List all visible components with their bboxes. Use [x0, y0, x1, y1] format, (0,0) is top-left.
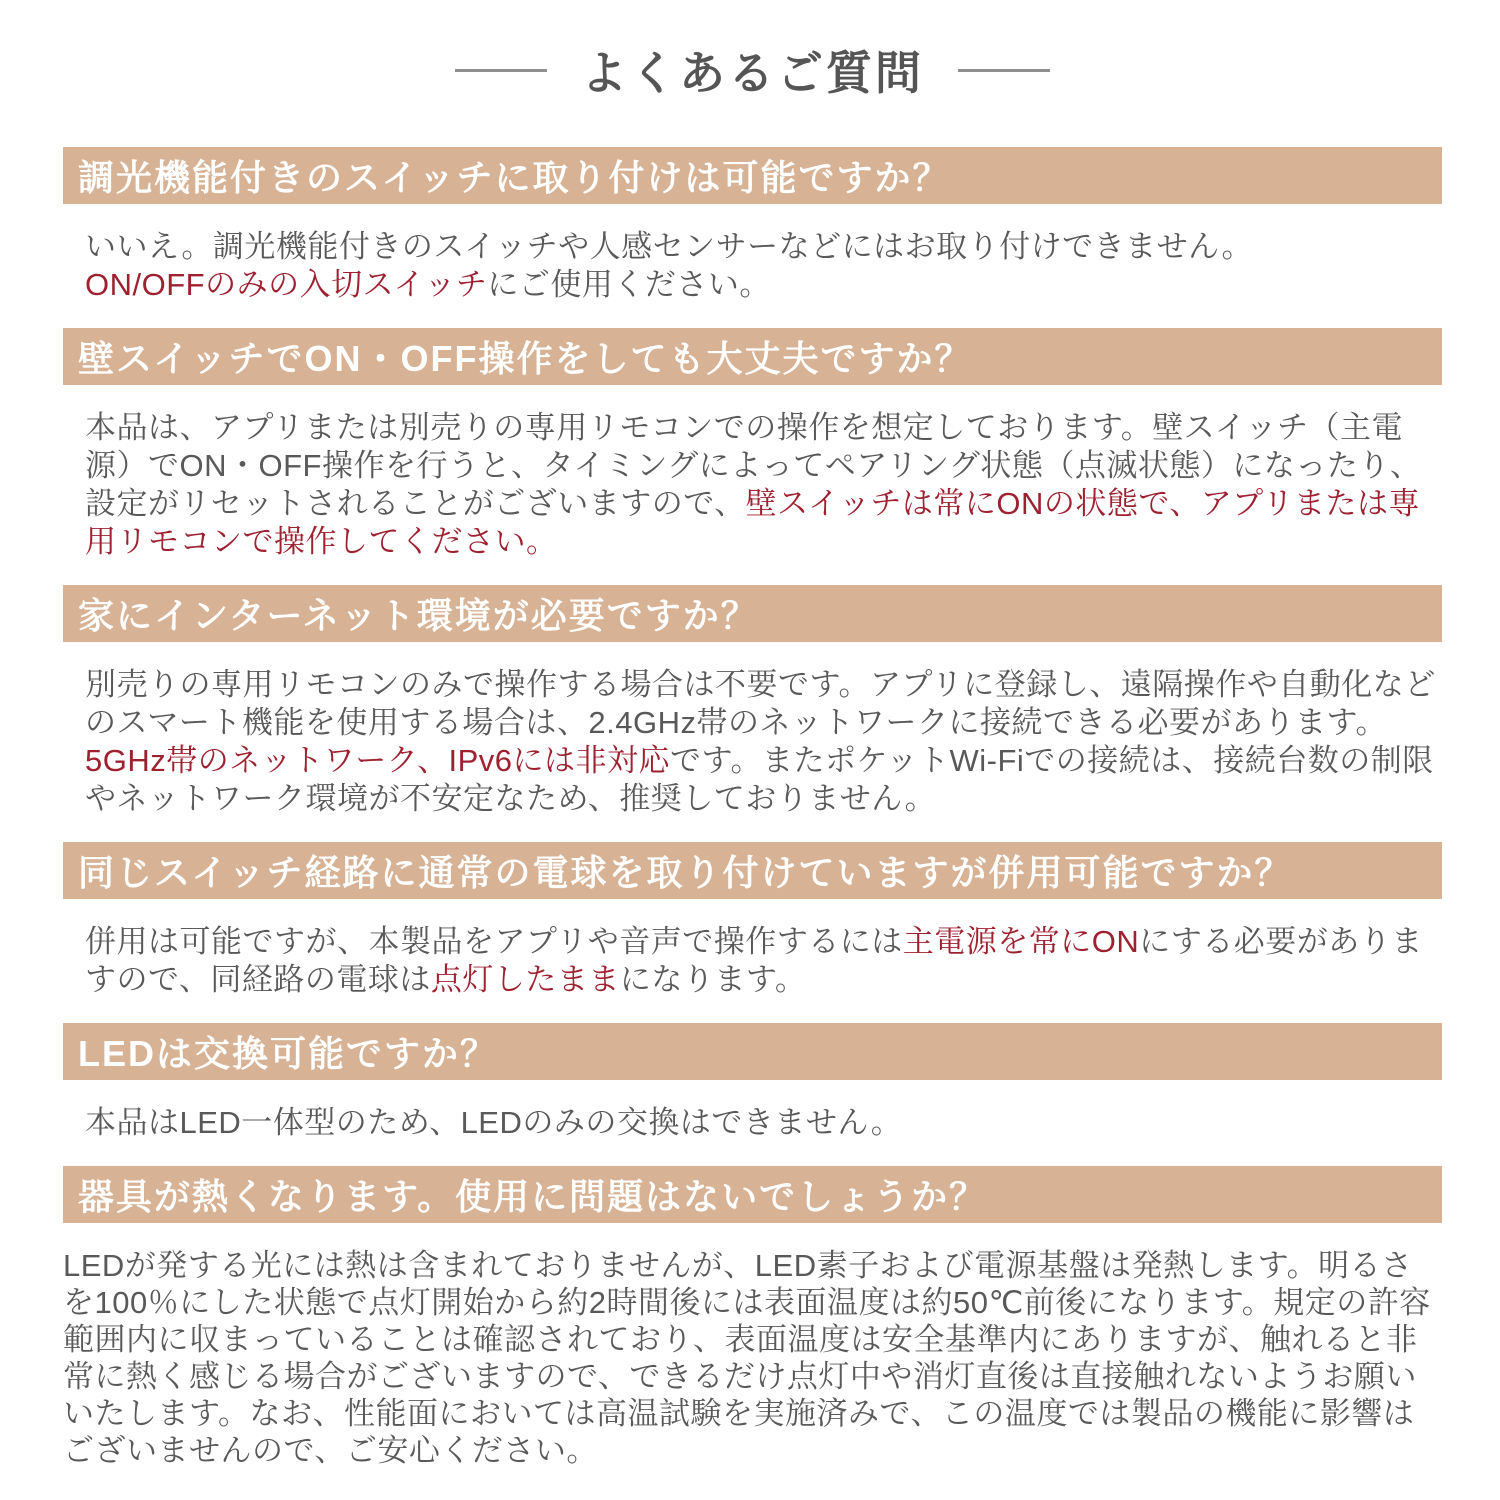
faq-answer	[63, 228, 1442, 304]
answer-accent-text: 点灯したまま	[430, 962, 620, 997]
answer-text: になります。	[619, 962, 807, 997]
page-title-row	[63, 0, 1442, 102]
answer-accent-text: 5GHz帯のネットワーク、IPv6には非対応	[85, 743, 671, 778]
faq-question-bar	[63, 147, 1442, 204]
faq-question-bar	[63, 1166, 1442, 1223]
faq-question-text: 調光機能付きのスイッチに取り付けは可能ですか？	[78, 157, 951, 198]
title-rule-right	[958, 69, 1050, 72]
faq-answer	[63, 666, 1442, 818]
answer-accent-text: 主電源を常にON	[902, 924, 1140, 959]
faq-page	[63, 0, 1442, 1469]
faq-question-text: 壁スイッチでON・OFF操作をしても大丈夫ですか？	[78, 338, 973, 379]
answer-text: 併用は可能ですが、本製品をアプリや音声で操作するには	[85, 924, 903, 959]
faq-question-text: 器具が熱くなります。使用に問題はないでしょうか？	[78, 1176, 988, 1217]
title-rule-left	[455, 69, 547, 72]
answer-accent-text: 壁スイッチは常にONの状態で、アプリまたは専用リモコンで操作してください。	[85, 486, 1420, 559]
answer-text: 別売りの専用リモコンのみで操作する場合は不要です。アプリに登録し、遠隔操作や自動化などのスマート機能を使用する場合は、2.4GHz帯のネットワークに接続できる必要があります。	[85, 667, 1436, 740]
answer-text: にする必要がありますので、同経路の電球は	[85, 924, 1423, 997]
faq-answer	[63, 923, 1442, 999]
answer-accent-text: ON/OFFのみの入切スイッチ	[85, 267, 488, 302]
answer-text: 本品はLED一体型のため、LEDのみの交換はできません。	[85, 1105, 903, 1140]
faq-question-text: 家にインターネット環境が必要ですか？	[78, 595, 759, 636]
faq-question-text: 同じスイッチ経路に通常の電球を取り付けていますが併用可能ですか？	[78, 852, 1293, 893]
faq-answer	[63, 409, 1442, 561]
faq-question-bar	[63, 585, 1442, 642]
answer-text: です。またポケットWi-Fiでの接続は、接続台数の制限やネットワーク環境が不安定なため、推奨しておりません。	[85, 743, 1434, 816]
answer-text: いいえ。調光機能付きのスイッチや人感センサーなどにはお取り付けできません。	[85, 229, 1253, 264]
faq-question-bar	[63, 1023, 1442, 1080]
faq-answer	[63, 1104, 1442, 1142]
answer-text: LEDが発する光には熱は含まれておりませんが、LED素子および電源基盤は発熱します。明るさを100％にした状態で点灯開始から約2時間後には表面温度は約50℃前後になります。規定の許容範囲内に収まっていることは確認されており、表面温度は安全基準内にありますが、触れると非常に熱く感じる場合がございますので、できるだけ点灯中や消灯直後は直接触れないようお願いいたします。なお、性能面においては高温試験を実施済みで、この温度では製品の機能に影響はございませんので、ご安心ください。	[63, 1248, 1431, 1468]
answer-text: にご使用ください。	[487, 267, 771, 302]
faq-question-bar	[63, 842, 1442, 899]
faq-answer	[63, 1247, 1442, 1469]
answer-text: 本品は、アプリまたは別売りの専用リモコンでの操作を想定しております。壁スイッチ（主電源）でON・OFF操作を行うと、タイミングによってペアリング状態（点滅状態）になったり、設定がリセットされることがございますので、	[85, 410, 1422, 521]
faq-question-text: LEDは交換可能ですか？	[78, 1033, 499, 1074]
page-title: よくあるご質問	[581, 47, 924, 99]
faq-question-bar	[63, 328, 1442, 385]
faq-list	[63, 147, 1442, 1469]
